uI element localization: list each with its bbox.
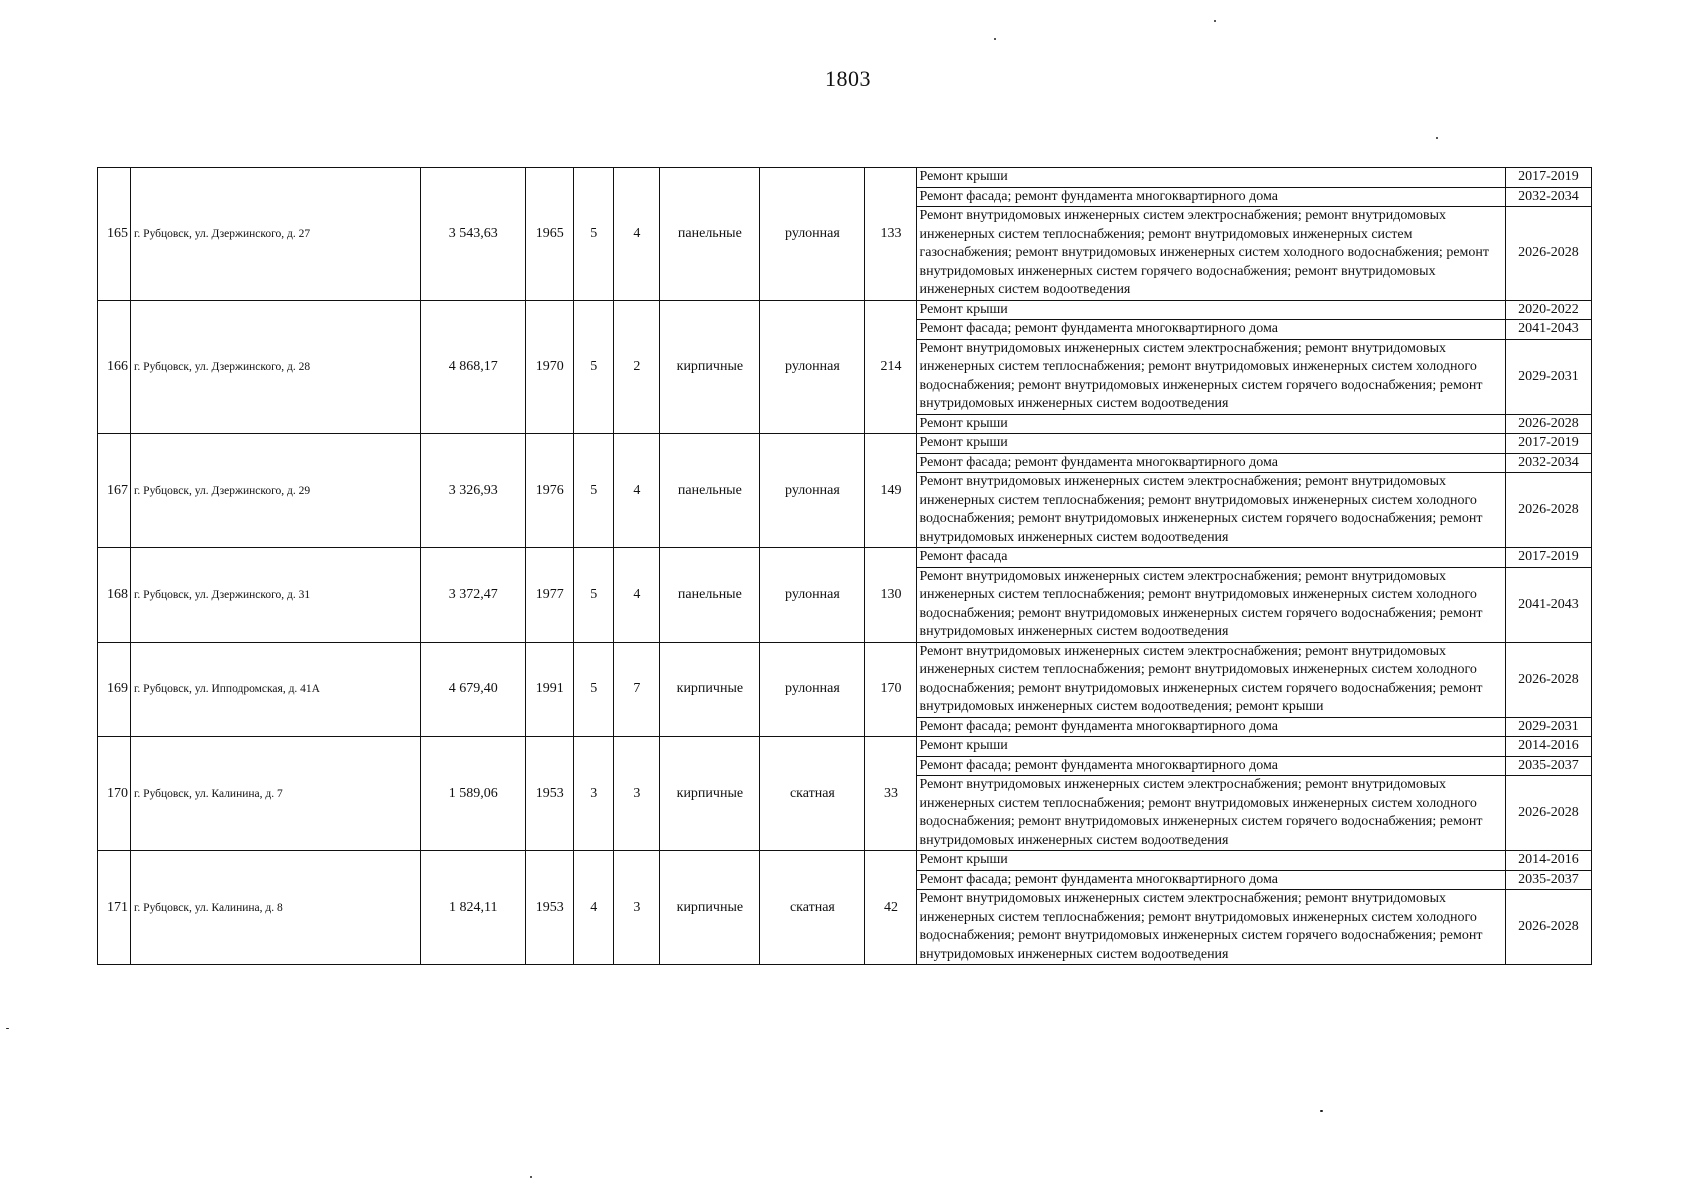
resident-count: 42 bbox=[865, 851, 917, 965]
resident-count: 149 bbox=[865, 434, 917, 548]
repair-work-cell: Ремонт внутридомовых инженерных систем электроснабжения; ремонт внутридомовых инженерных систем теплоснабжения; ремонт внутридомовых инженерных систем газоснабжения; ремонт внутридомовых инженерных систем холодного водоснабжения; ремонт внутридомовых инженерных систем горячего водоснабжения; ремонт внутридомовых инженерных систем водоотведения bbox=[917, 207, 1505, 301]
repair-work-cell: Ремонт крыши bbox=[917, 300, 1505, 320]
scan-speck bbox=[1214, 20, 1216, 22]
repair-period-cell: 2035-2037 bbox=[1505, 870, 1591, 890]
row-number: 166 bbox=[98, 300, 131, 434]
roof-type: рулонная bbox=[760, 300, 865, 434]
repair-period-cell: 2041-2043 bbox=[1505, 567, 1591, 642]
roof-type: скатная bbox=[760, 851, 865, 965]
repair-work-cell: Ремонт внутридомовых инженерных систем электроснабжения; ремонт внутридомовых инженерных систем теплоснабжения; ремонт внутридомовых инженерных систем холодного водоснабжения; ремонт внутридомовых инженерных систем горячего водоснабжения; ремонт внутридомовых инженерных систем водоотведения bbox=[917, 776, 1505, 851]
build-year: 1991 bbox=[526, 642, 574, 737]
repair-period-cell: 2026-2028 bbox=[1505, 642, 1591, 717]
repair-period-cell: 2032-2034 bbox=[1505, 187, 1591, 207]
repair-work-cell: Ремонт внутридомовых инженерных систем электроснабжения; ремонт внутридомовых инженерных систем теплоснабжения; ремонт внутридомовых инженерных систем холодного водоснабжения; ремонт внутридомовых инженерных систем горячего водоснабжения; ремонт внутридомовых инженерных систем водоотведения; ремонт крыши bbox=[917, 642, 1505, 717]
entrance-count: 3 bbox=[614, 737, 660, 851]
entrance-count: 7 bbox=[614, 642, 660, 737]
roof-type: рулонная bbox=[760, 548, 865, 643]
roof-type: рулонная bbox=[760, 168, 865, 301]
repair-period-cell: 2035-2037 bbox=[1505, 756, 1591, 776]
building-address: г. Рубцовск, ул. Ипподромская, д. 41А bbox=[131, 642, 421, 737]
resident-count: 33 bbox=[865, 737, 917, 851]
table-row bbox=[98, 851, 1592, 871]
build-year: 1965 bbox=[526, 168, 574, 301]
build-year: 1977 bbox=[526, 548, 574, 643]
building-address: г. Рубцовск, ул. Дзержинского, д. 27 bbox=[131, 168, 421, 301]
repair-work-cell: Ремонт фасада; ремонт фундамента многоквартирного дома bbox=[917, 870, 1505, 890]
building-area: 1 824,11 bbox=[421, 851, 526, 965]
repair-period-cell: 2014-2016 bbox=[1505, 851, 1591, 871]
scan-speck bbox=[994, 38, 996, 40]
building-address: г. Рубцовск, ул. Калинина, д. 8 bbox=[131, 851, 421, 965]
repair-period-cell: 2032-2034 bbox=[1505, 453, 1591, 473]
building-area: 4 679,40 bbox=[421, 642, 526, 737]
building-area: 3 543,63 bbox=[421, 168, 526, 301]
repair-work-cell: Ремонт внутридомовых инженерных систем электроснабжения; ремонт внутридомовых инженерных систем теплоснабжения; ремонт внутридомовых инженерных систем холодного водоснабжения; ремонт внутридомовых инженерных систем горячего водоснабжения; ремонт внутридомовых инженерных систем водоотведения bbox=[917, 339, 1505, 414]
row-number: 171 bbox=[98, 851, 131, 965]
scan-speck bbox=[530, 1176, 532, 1178]
repair-work-cell: Ремонт крыши bbox=[917, 737, 1505, 757]
repair-period-cell: 2026-2028 bbox=[1505, 890, 1591, 965]
wall-material: кирпичные bbox=[660, 737, 760, 851]
repair-work-cell: Ремонт крыши bbox=[917, 414, 1505, 434]
table-row bbox=[98, 434, 1592, 454]
floor-count: 5 bbox=[574, 300, 614, 434]
table-row bbox=[98, 300, 1592, 320]
repair-work-cell: Ремонт крыши bbox=[917, 434, 1505, 454]
resident-count: 170 bbox=[865, 642, 917, 737]
repair-work-cell: Ремонт фасада; ремонт фундамента многоквартирного дома bbox=[917, 717, 1505, 737]
row-number: 165 bbox=[98, 168, 131, 301]
wall-material: кирпичные bbox=[660, 851, 760, 965]
row-number: 170 bbox=[98, 737, 131, 851]
repair-work-cell: Ремонт фасада; ремонт фундамента многоквартирного дома bbox=[917, 453, 1505, 473]
entrance-count: 2 bbox=[614, 300, 660, 434]
repair-period-cell: 2041-2043 bbox=[1505, 320, 1591, 340]
repair-work-cell: Ремонт внутридомовых инженерных систем электроснабжения; ремонт внутридомовых инженерных систем теплоснабжения; ремонт внутридомовых инженерных систем холодного водоснабжения; ремонт внутридомовых инженерных систем горячего водоснабжения; ремонт внутридомовых инженерных систем водоотведения bbox=[917, 890, 1505, 965]
building-address: г. Рубцовск, ул. Дзержинского, д. 31 bbox=[131, 548, 421, 643]
building-area: 1 589,06 bbox=[421, 737, 526, 851]
table-row bbox=[98, 642, 1592, 717]
build-year: 1953 bbox=[526, 851, 574, 965]
table-row bbox=[98, 168, 1592, 188]
repair-period-cell: 2017-2019 bbox=[1505, 168, 1591, 188]
repair-period-cell: 2017-2019 bbox=[1505, 434, 1591, 454]
building-area: 3 372,47 bbox=[421, 548, 526, 643]
repair-period-cell: 2026-2028 bbox=[1505, 207, 1591, 301]
table-row bbox=[98, 548, 1592, 568]
build-year: 1953 bbox=[526, 737, 574, 851]
build-year: 1976 bbox=[526, 434, 574, 548]
row-number: 167 bbox=[98, 434, 131, 548]
scan-speck bbox=[6, 1028, 9, 1029]
resident-count: 214 bbox=[865, 300, 917, 434]
roof-type: рулонная bbox=[760, 434, 865, 548]
repair-work-cell: Ремонт крыши bbox=[917, 168, 1505, 188]
wall-material: кирпичные bbox=[660, 300, 760, 434]
roof-type: рулонная bbox=[760, 642, 865, 737]
floor-count: 5 bbox=[574, 168, 614, 301]
roof-type: скатная bbox=[760, 737, 865, 851]
repair-period-cell: 2026-2028 bbox=[1505, 776, 1591, 851]
page-number: 1803 bbox=[825, 66, 871, 91]
entrance-count: 4 bbox=[614, 434, 660, 548]
repair-work-cell: Ремонт фасада; ремонт фундамента многоквартирного дома bbox=[917, 320, 1505, 340]
row-number: 169 bbox=[98, 642, 131, 737]
repair-work-cell: Ремонт фасада; ремонт фундамента многоквартирного дома bbox=[917, 187, 1505, 207]
repair-period-cell: 2017-2019 bbox=[1505, 548, 1591, 568]
repair-work-cell: Ремонт фасада; ремонт фундамента многоквартирного дома bbox=[917, 756, 1505, 776]
repair-period-cell: 2014-2016 bbox=[1505, 737, 1591, 757]
building-address: г. Рубцовск, ул. Дзержинского, д. 28 bbox=[131, 300, 421, 434]
buildings-table bbox=[97, 167, 1592, 965]
floor-count: 5 bbox=[574, 548, 614, 643]
entrance-count: 4 bbox=[614, 548, 660, 643]
entrance-count: 4 bbox=[614, 168, 660, 301]
scan-speck bbox=[1436, 137, 1438, 139]
building-address: г. Рубцовск, ул. Дзержинского, д. 29 bbox=[131, 434, 421, 548]
floor-count: 3 bbox=[574, 737, 614, 851]
repair-work-cell: Ремонт фасада bbox=[917, 548, 1505, 568]
build-year: 1970 bbox=[526, 300, 574, 434]
floor-count: 5 bbox=[574, 642, 614, 737]
repair-work-cell: Ремонт крыши bbox=[917, 851, 1505, 871]
resident-count: 130 bbox=[865, 548, 917, 643]
repair-period-cell: 2020-2022 bbox=[1505, 300, 1591, 320]
row-number: 168 bbox=[98, 548, 131, 643]
resident-count: 133 bbox=[865, 168, 917, 301]
floor-count: 4 bbox=[574, 851, 614, 965]
repair-work-cell: Ремонт внутридомовых инженерных систем электроснабжения; ремонт внутридомовых инженерных систем теплоснабжения; ремонт внутридомовых инженерных систем холодного водоснабжения; ремонт внутридомовых инженерных систем горячего водоснабжения; ремонт внутридомовых инженерных систем водоотведения bbox=[917, 567, 1505, 642]
building-area: 4 868,17 bbox=[421, 300, 526, 434]
repair-period-cell: 2029-2031 bbox=[1505, 339, 1591, 414]
building-address: г. Рубцовск, ул. Калинина, д. 7 bbox=[131, 737, 421, 851]
wall-material: панельные bbox=[660, 548, 760, 643]
wall-material: панельные bbox=[660, 168, 760, 301]
table-row bbox=[98, 737, 1592, 757]
floor-count: 5 bbox=[574, 434, 614, 548]
repair-period-cell: 2029-2031 bbox=[1505, 717, 1591, 737]
scan-speck bbox=[1320, 1110, 1323, 1112]
entrance-count: 3 bbox=[614, 851, 660, 965]
repair-period-cell: 2026-2028 bbox=[1505, 473, 1591, 548]
wall-material: панельные bbox=[660, 434, 760, 548]
building-area: 3 326,93 bbox=[421, 434, 526, 548]
repair-work-cell: Ремонт внутридомовых инженерных систем электроснабжения; ремонт внутридомовых инженерных систем теплоснабжения; ремонт внутридомовых инженерных систем холодного водоснабжения; ремонт внутридомовых инженерных систем горячего водоснабжения; ремонт внутридомовых инженерных систем водоотведения bbox=[917, 473, 1505, 548]
repair-period-cell: 2026-2028 bbox=[1505, 414, 1591, 434]
wall-material: кирпичные bbox=[660, 642, 760, 737]
